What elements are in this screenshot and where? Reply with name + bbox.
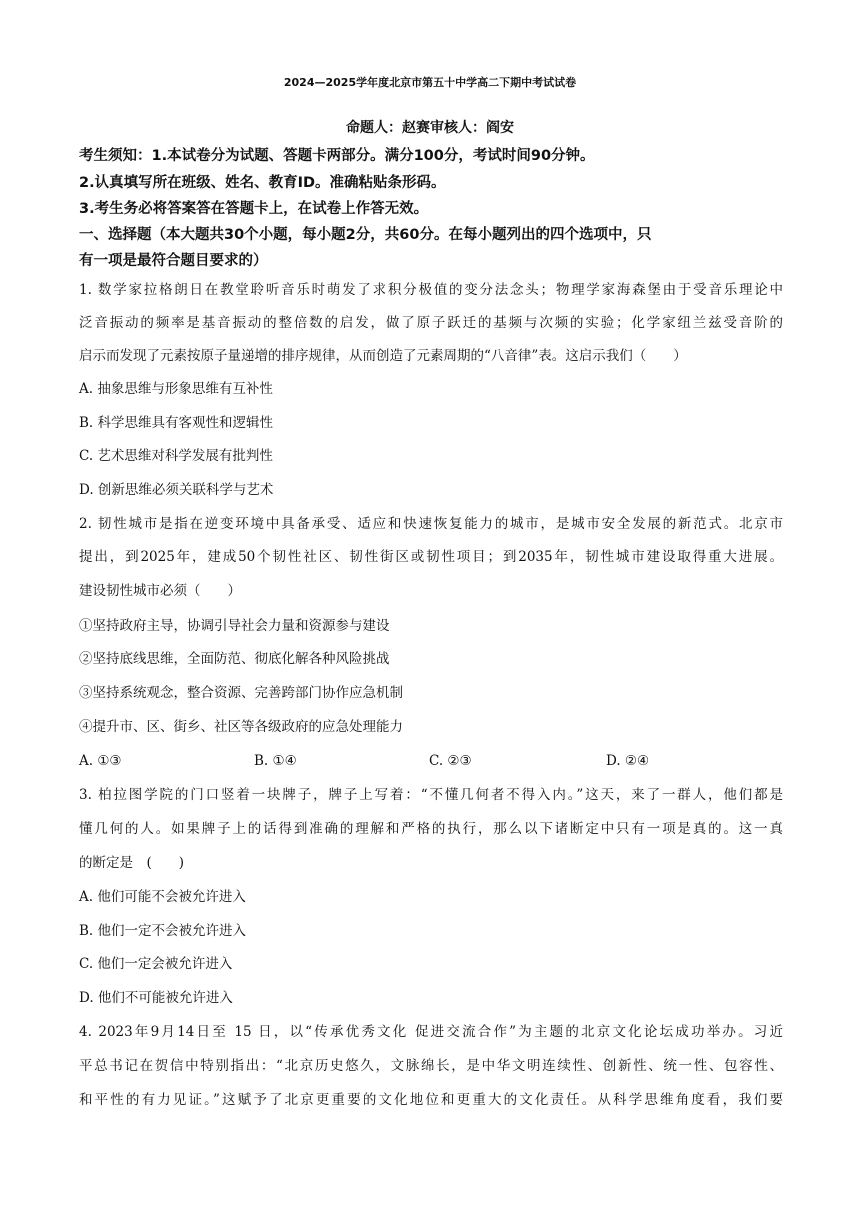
q1-stem-line-1: 1. 数学家拉格朗日在教堂聆听音乐时萌发了求积分极值的变分法念头；物理学家海森堡由于受音乐理论中 xyxy=(79,282,783,298)
notice-line-3: 3.考生务必将答案答在答题卡上，在试卷上作答无效。 xyxy=(79,201,429,217)
q4-stem-line-1: 4. 2023年9月14日至 15 日，以“传承优秀文化 促进交流合作”为主题的北京文化论坛成功举办。习近 xyxy=(79,1024,783,1040)
q3-option-b: B. 他们一定不会被允许进入 xyxy=(79,923,247,939)
page-title: 2024—2025学年度北京市第五十中学高二下期中考试试卷 xyxy=(283,76,577,89)
q4-stem-line-3: 和平性的有力见证。”这赋予了北京更重要的文化地位和更重大的文化责任。从科学思维角度看，我们要 xyxy=(79,1092,783,1108)
q1-option-d: D. 创新思维必须关联科学与艺术 xyxy=(79,482,274,498)
q2-item-2: ②坚持底线思维，全面防范、彻底化解各种风险挑战 xyxy=(79,651,390,667)
q2-option-c: C. ②③ xyxy=(429,753,472,769)
q2-option-d: D. ②④ xyxy=(606,753,650,769)
q4-stem-line-2: 平总书记在贺信中特别指出：“北京历史悠久，文脉绵长，是中华文明连续性、创新性、统一性、包容性、 xyxy=(79,1058,783,1074)
q2-option-b: B. ①④ xyxy=(254,753,297,769)
q2-item-3: ③坚持系统观念，整合资源、完善跨部门协作应急机制 xyxy=(79,685,403,701)
q2-stem-line-2: 提出，到2025年，建成50个韧性社区、韧性街区或韧性项目；到2035年，韧性城市建设取得重大进展。 xyxy=(79,549,783,565)
q1-stem-line-3: 启示而发现了元素按原子量递增的排序规律，从而创造了元素周期的“八音律”表。这启示我们（ ） xyxy=(79,348,687,364)
q3-option-d: D. 他们不可能被允许进入 xyxy=(79,990,233,1006)
section-heading-line-1: 一、选择题（本大题共30个小题，每小题2分，共60分。在每小题列出的四个选项中，只 xyxy=(79,227,652,243)
q3-stem-line-3: 的断定是 ( ) xyxy=(79,855,185,871)
q2-item-1: ①坚持政府主导，协调引导社会力量和资源参与建设 xyxy=(79,618,390,634)
q1-option-c: C. 艺术思维对科学发展有批判性 xyxy=(79,448,273,464)
q2-stem-line-1: 2. 韧性城市是指在逆变环境中具备承受、适应和快速恢复能力的城市，是城市安全发展的新范式。北京市 xyxy=(79,516,783,532)
q3-option-c: C. 他们一定会被允许进入 xyxy=(79,956,233,972)
notice-line-2: 2.认真填写所在班级、姓名、教育ID。准确粘贴条形码。 xyxy=(79,175,446,191)
q2-item-4: ④提升市、区、街乡、社区等各级政府的应急处理能力 xyxy=(79,719,403,735)
q2-stem-line-3: 建设韧性城市必须（ ） xyxy=(79,583,241,599)
q2-option-a: A. ①③ xyxy=(79,753,122,769)
q1-stem-line-2: 泛音振动的频率是基音振动的整倍数的启发，做了原子跃迁的基频与次频的实验；化学家纽兰兹受音阶的 xyxy=(79,315,783,331)
section-heading-line-2: 有一项是最符合题目要求的） xyxy=(79,253,268,269)
authors-line: 命题人：赵赛审核人：阎安 xyxy=(346,120,514,136)
notice-line-1: 考生须知：1.本试卷分为试题、答题卡两部分。满分100分，考试时间90分钟。 xyxy=(79,148,595,164)
q3-option-a: A. 他们可能不会被允许进入 xyxy=(79,889,246,905)
q3-stem-line-2: 懂几何的人。如果牌子上的话得到准确的理解和严格的执行，那么以下诸断定中只有一项是真的。这一真 xyxy=(79,821,783,837)
q1-option-b: B. 科学思维具有客观性和逻辑性 xyxy=(79,415,274,431)
q3-stem-line-1: 3. 柏拉图学院的门口竖着一块牌子，牌子上写着：“不懂几何者不得入内。”这天，来了一群人，他们都是 xyxy=(79,787,783,803)
q1-option-a: A. 抽象思维与形象思维有互补性 xyxy=(79,381,273,397)
